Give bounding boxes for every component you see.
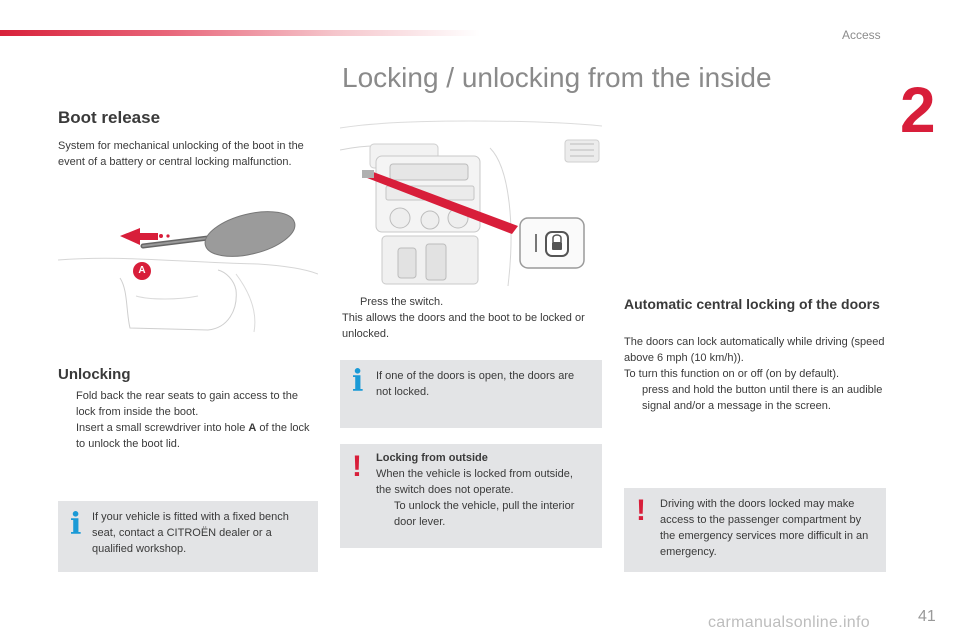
watermark: carmanualsonline.info	[708, 614, 870, 631]
step-2-hole-label: A	[248, 422, 257, 434]
page-number: 41	[918, 608, 936, 625]
info-doors-open-text: If one of the doors is open, the doors are not locked.	[376, 370, 575, 398]
boot-release-heading: Boot release	[58, 108, 161, 127]
bullet-marker	[58, 388, 76, 420]
auto-locking-step	[624, 382, 886, 414]
locking-outside-text: When the vehicle is locked from outside, the switch does not operate.	[376, 468, 573, 496]
label-a-badge: A	[133, 262, 151, 280]
step-2-post: of the lock to unlock the boot lid.	[76, 422, 310, 450]
warning-box-locking-outside	[340, 444, 602, 548]
switch-step-text: Press the switch.	[360, 296, 444, 308]
locking-outside-step-text: To unlock the vehicle, pull the interior door lever.	[394, 500, 575, 528]
warning-box-driving-locked	[624, 488, 886, 572]
auto-locking-body	[624, 334, 886, 414]
switch-instructions	[342, 294, 604, 342]
unlocking-step-1	[58, 388, 320, 420]
info-box-bench-seat	[58, 501, 318, 572]
boot-release-intro: System for mechanical unlocking of the boot in the event of a battery or central locking malfunction.	[58, 140, 304, 168]
step-2-pre: Insert a small screwdriver into hole	[76, 422, 249, 434]
page-title: Locking / unlocking from the inside	[342, 62, 772, 93]
section-label: Access	[842, 28, 881, 42]
unlocking-heading: Unlocking	[58, 366, 131, 383]
auto-locking-text-2: To turn this function on or off (on by default).	[624, 368, 840, 380]
switch-step	[342, 294, 604, 310]
info-icon: i	[70, 507, 82, 542]
header-gradient-bar	[0, 30, 480, 36]
unlocking-steps	[58, 388, 320, 452]
info-bench-text: If your vehicle is fitted with a fixed bench seat, contact a CITROËN dealer or a qualified workshop.	[92, 511, 289, 555]
locking-outside-content	[376, 450, 590, 530]
warning-icon: !	[636, 494, 646, 527]
boot-lock-diagram	[58, 200, 318, 340]
warning-icon: !	[352, 450, 362, 483]
switch-description: This allows the doors and the boot to be locked or unlocked.	[342, 312, 585, 340]
locking-outside-step	[376, 498, 590, 530]
unlocking-step-2	[58, 420, 320, 452]
auto-locking-step-text: press and hold the button until there is an audible signal and/or a message in the screen.	[642, 384, 883, 412]
bullet-marker	[58, 420, 76, 452]
bullet-marker	[624, 382, 642, 414]
bullet-marker	[376, 498, 394, 530]
boot-lock-illustration	[58, 200, 318, 340]
locking-outside-title: Locking from outside	[376, 452, 488, 464]
auto-locking-text-1: The doors can lock automatically while driving (speed above 6 mph (10 km/h)).	[624, 336, 885, 364]
dashboard-switch-illustration	[340, 108, 602, 286]
bullet-marker	[342, 294, 360, 310]
info-box-doors-open	[340, 360, 602, 428]
chapter-number: 2	[900, 74, 936, 146]
info-icon: i	[352, 364, 364, 399]
unlocking-step-1-text: Fold back the rear seats to gain access to the lock from inside the boot.	[76, 390, 298, 418]
auto-locking-heading: Automatic central locking of the doors	[624, 296, 880, 312]
warning-driving-text: Driving with the doors locked may make access to the passenger compartment by the emergency services more difficult in an emergency.	[660, 498, 869, 558]
unlocking-step-2-text	[76, 420, 320, 452]
dashboard-diagram	[340, 108, 602, 286]
